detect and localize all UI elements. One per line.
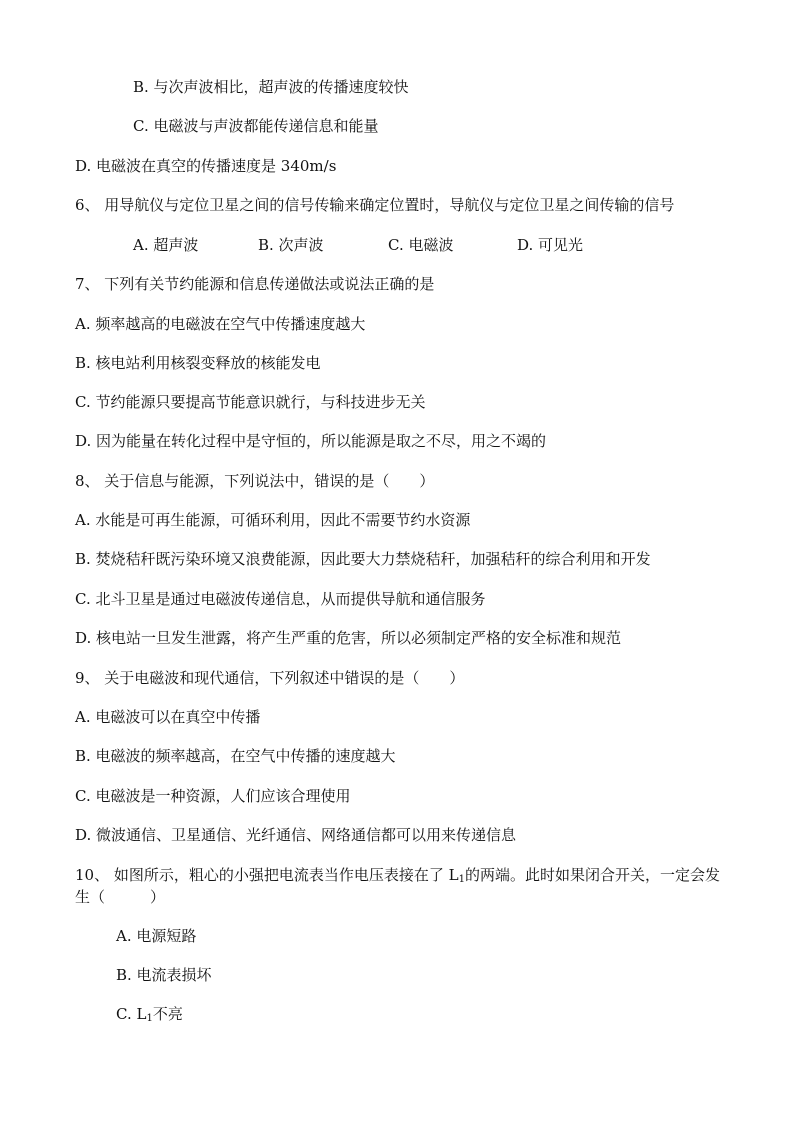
q8-option-d: D. 核电站一旦发生泄露，将产生严重的危害，所以必须制定严格的安全标准和规范 xyxy=(75,629,622,647)
q9-stem: 9、 关于电磁波和现代通信，下列叙述中错误的是（ ） xyxy=(75,669,465,687)
q6-stem: 6、 用导航仪与定位卫星之间的信号传输来确定位置时，导航仪与定位卫星之间传输的信号 xyxy=(75,196,675,214)
q10-stem xyxy=(75,864,720,908)
q8-option-a: A. 水能是可再生能源，可循环利用，因此不需要节约水资源 xyxy=(75,511,471,529)
q7-option-a: A. 频率越高的电磁波在空气中传播速度越大 xyxy=(75,315,366,333)
q5-option-b: B. 与次声波相比，超声波的传播速度较快 xyxy=(133,78,409,96)
q6-option-a: A. 超声波 xyxy=(133,236,199,254)
q9-option-c: C. 电磁波是一种资源，人们应该合理使用 xyxy=(75,787,351,805)
q10-stem-part1: 10、 如图所示，粗心的小强把电流表当作电压表接在了 L xyxy=(75,866,459,884)
q10-option-c xyxy=(116,1004,183,1024)
q9-option-d: D. 微波通信、卫星通信、光纤通信、网络通信都可以用来传递信息 xyxy=(75,826,517,844)
q9-option-b: B. 电磁波的频率越高，在空气中传播的速度越大 xyxy=(75,747,396,765)
q8-stem: 8、 关于信息与能源，下列说法中，错误的是（ ） xyxy=(75,472,435,490)
q5-option-d: D. 电磁波在真空的传播速度是 340m/s xyxy=(75,157,337,175)
q7-option-d: D. 因为能量在转化过程中是守恒的，所以能源是取之不尽，用之不竭的 xyxy=(75,432,547,450)
q6-options xyxy=(0,235,794,257)
q10-option-c-prefix: C. L xyxy=(116,1005,147,1023)
q7-stem: 7、 下列有关节约能源和信息传递做法或说法正确的是 xyxy=(75,275,435,293)
q5-option-c: C. 电磁波与声波都能传递信息和能量 xyxy=(133,117,379,135)
q10-stem-part2: 的两端。此时如果闭合开关，一定会发生（ ） xyxy=(75,866,720,906)
q6-option-b: B. 次声波 xyxy=(258,236,324,254)
q6-option-c: C. 电磁波 xyxy=(388,236,454,254)
q10-option-a: A. 电源短路 xyxy=(116,927,197,945)
q6-option-d: D. 可见光 xyxy=(517,236,584,254)
q10-option-c-suffix: 不亮 xyxy=(152,1005,183,1023)
q7-option-c: C. 节约能源只要提高节能意识就行，与科技进步无关 xyxy=(75,393,426,411)
q7-option-b: B. 核电站利用核裂变释放的核能发电 xyxy=(75,354,321,372)
q10-stem-subscript: 1 xyxy=(458,874,465,885)
q8-option-b: B. 焚烧秸秆既污染环境又浪费能源，因此要大力禁烧秸秆，加强秸秆的综合利用和开发 xyxy=(75,550,651,568)
q8-option-c: C. 北斗卫星是通过电磁波传递信息，从而提供导航和通信服务 xyxy=(75,590,486,608)
q10-option-b: B. 电流表损坏 xyxy=(116,966,212,984)
q10-option-c-subscript: 1 xyxy=(146,1013,153,1024)
q9-option-a: A. 电磁波可以在真空中传播 xyxy=(75,708,261,726)
